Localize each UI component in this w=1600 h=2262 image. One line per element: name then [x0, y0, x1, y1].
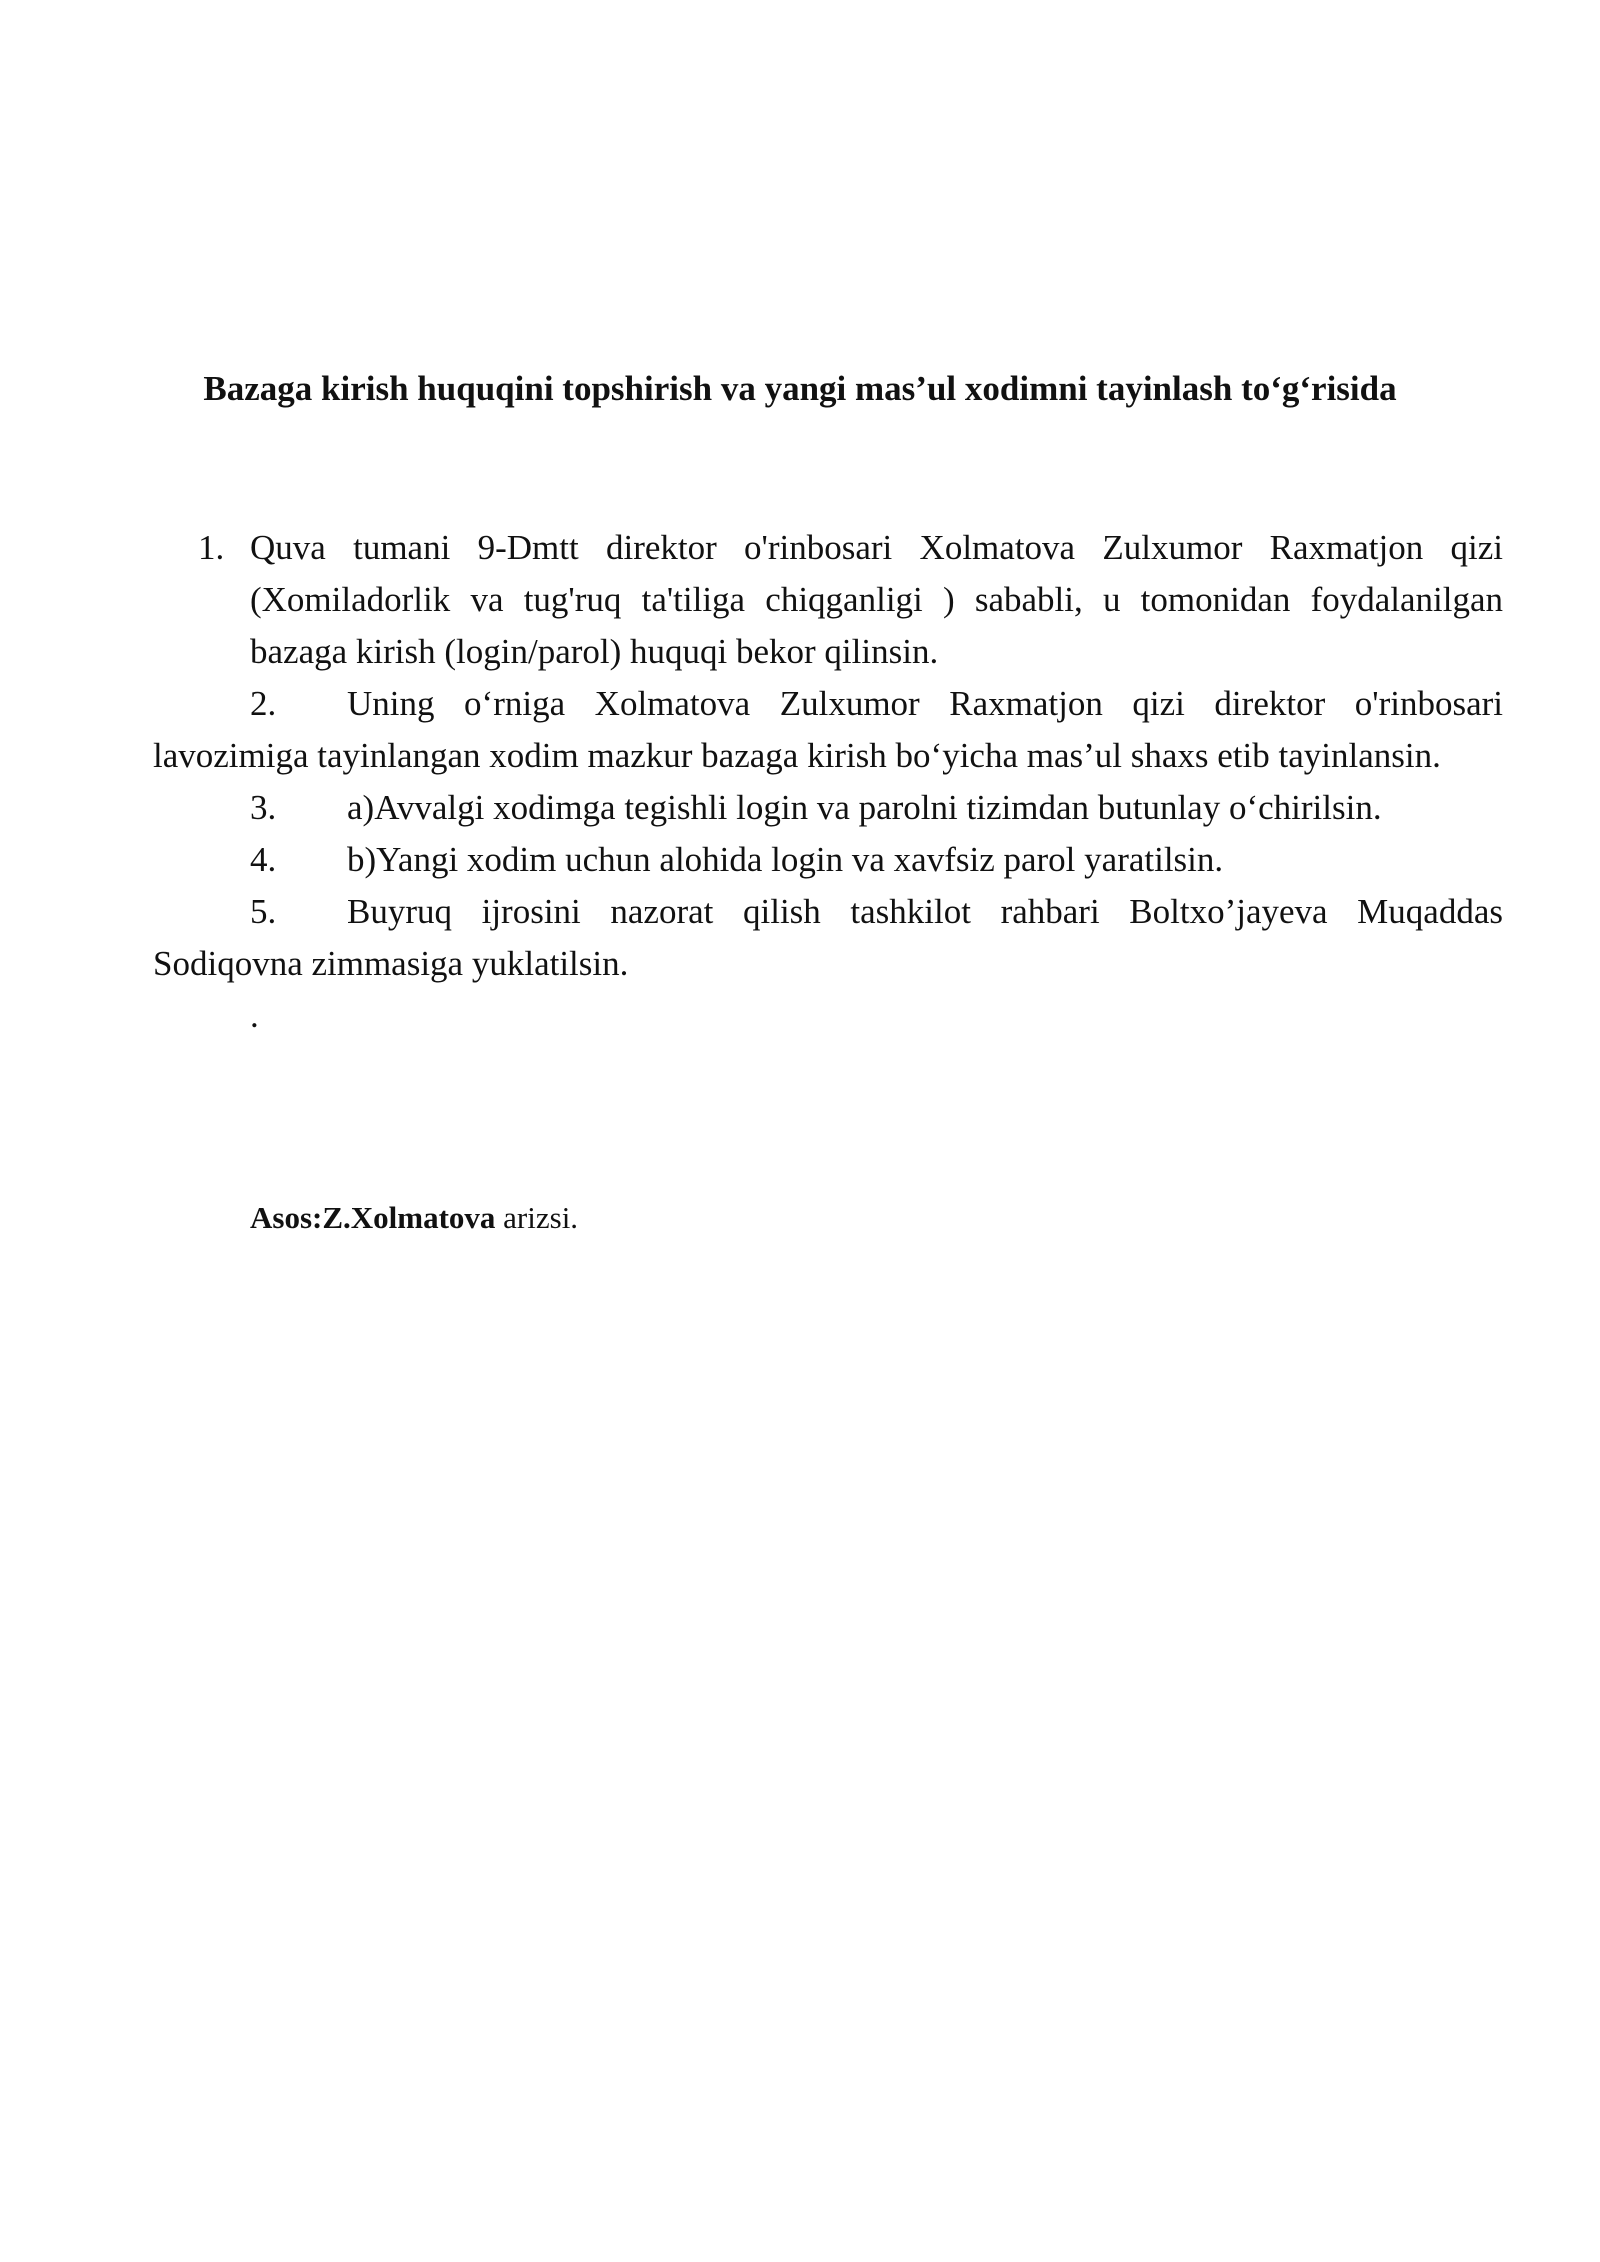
- basis-label: Asos:Z.Xolmatova: [250, 1200, 496, 1235]
- basis-line: [250, 1198, 578, 1238]
- item-text-4: b)Yangi xodim uchun alohida login va xavfsiz parol yaratilsin.: [347, 840, 1224, 879]
- item-text-3: a)Avvalgi xodimga tegishli login va parolni tizimdan butunlay o‘chirilsin.: [347, 788, 1382, 827]
- item-number-1: 1.: [198, 528, 225, 567]
- item-text-2: Uning o‘rniga Xolmatova Zulxumor Raxmatjon qizi direktor o'rinbosari lavozimiga tayinlangan xodim mazkur bazaga kirish bo‘yicha mas’ul shaxs etib tayinlansin.: [153, 684, 1503, 775]
- basis-text: arizsi.: [495, 1200, 579, 1235]
- trailing-dot: .: [250, 996, 259, 1035]
- document-body: [153, 522, 1503, 1042]
- list-item-1: [153, 522, 1503, 678]
- list-item-4: [153, 834, 1503, 886]
- item-text-5: Buyruq ijrosini nazorat qilish tashkilot rahbari Boltxo’jayeva Muqaddas Sodiqovna zimmasiga yuklatilsin.: [153, 892, 1503, 983]
- item-number-5: 5.: [250, 892, 277, 931]
- item-number-2: 2.: [250, 684, 277, 723]
- item-number-4: 4.: [250, 840, 277, 879]
- list-item-5: [153, 886, 1503, 990]
- list-item-2: [153, 678, 1503, 782]
- item-text-1: Quva tumani 9-Dmtt direktor o'rinbosari Xolmatova Zulxumor Raxmatjon qizi (Xomiladorlik va tug'ruq ta'tiliga chiqganligi ) sababli, u tomonidan foydalanilgan bazaga kirish (login/parol) huquqi bekor qilinsin.: [250, 528, 1503, 671]
- document-title: Bazaga kirish huquqini topshirish va yangi mas’ul xodimni tayinlash to‘g‘risida: [203, 369, 1397, 408]
- list-item-3: [153, 782, 1503, 834]
- item-number-3: 3.: [250, 788, 277, 827]
